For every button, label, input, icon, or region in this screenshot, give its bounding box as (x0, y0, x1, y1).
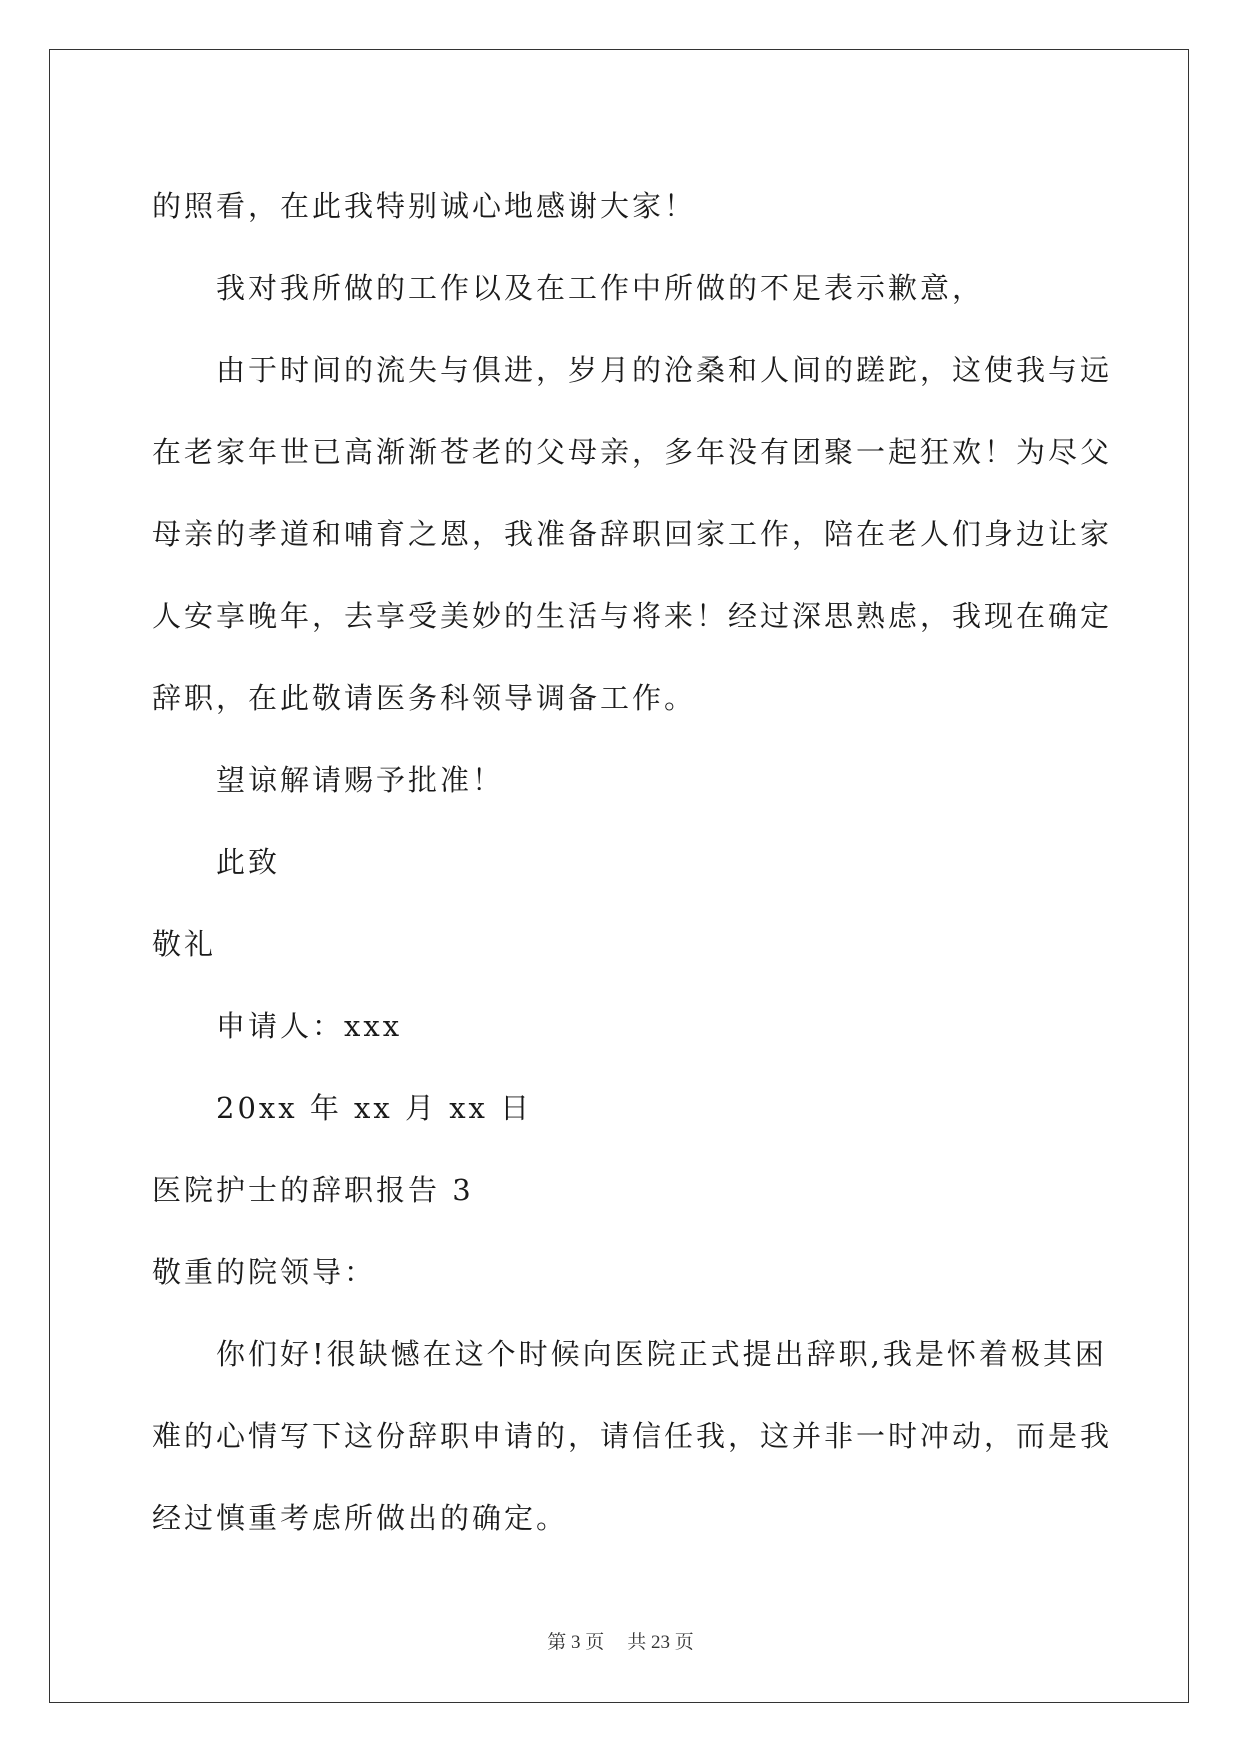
body-line: 在老家年世已高渐渐苍老的父母亲，多年没有团聚一起狂欢！为尽父 (152, 435, 1113, 469)
body-line: 辞职，在此敬请医务科领导调备工作。 (152, 681, 697, 715)
greeting-line: 敬重的院领导： (152, 1255, 377, 1289)
section-title: 医院护士的辞职报告 3 (152, 1173, 474, 1207)
body-line: 的照看，在此我特别诚心地感谢大家！ (152, 189, 697, 223)
body-line: 难的心情写下这份辞职申请的，请信任我，这并非一时冲动，而是我 (152, 1419, 1113, 1453)
body-line: 由于时间的流失与俱进，岁月的沧桑和人间的蹉跎，这使我与远 (216, 353, 1113, 387)
body-line: 母亲的孝道和哺育之恩，我准备辞职回家工作，陪在老人们身边让家 (152, 517, 1113, 551)
body-line: 我对我所做的工作以及在工作中所做的不足表示歉意， (216, 271, 985, 305)
page-footer (0, 1627, 1241, 1654)
body-line: 你们好!很缺憾在这个时候向医院正式提出辞职,我是怀着极其困 (216, 1337, 1107, 1371)
applicant-line: 申请人：xxx (216, 1009, 403, 1043)
body-line: 经过慎重考虑所做出的确定。 (152, 1501, 569, 1535)
body-line: 望谅解请赐予批准！ (216, 763, 505, 797)
date-line: 20xx 年 xx 月 xx 日 (216, 1091, 533, 1125)
body-line: 人安享晚年，去享受美妙的生活与将来！经过深思熟虑，我现在确定 (152, 599, 1113, 633)
closing-salutation: 此致 (216, 845, 281, 879)
closing-regards: 敬礼 (152, 927, 217, 961)
document-body (152, 165, 1113, 1559)
page-total: 共 23 页 (627, 1632, 694, 1653)
page-number: 第 3 页 (547, 1632, 605, 1653)
